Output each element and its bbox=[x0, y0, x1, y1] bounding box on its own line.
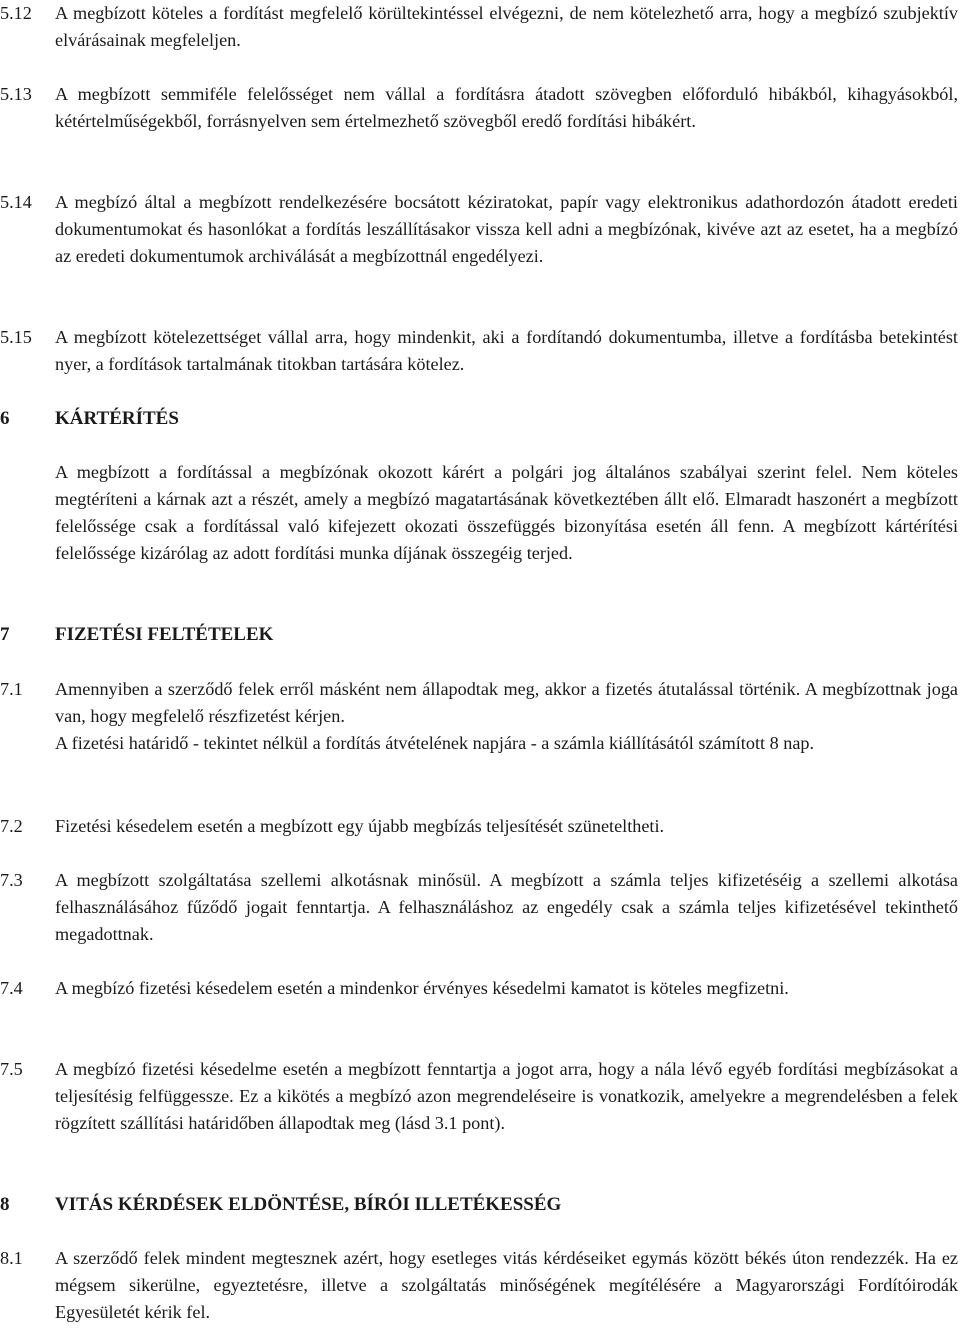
clause-8-1 bbox=[0, 1245, 958, 1326]
clause-number: 7.3 bbox=[0, 870, 23, 890]
clause-text: A megbízott kötelezettséget vállal arra, hogy mindenkit, aki a fordítandó dokumentumba, illetve a fordításba betekintést nyer, a fordítások tartalmának titokban tartására kötelez. bbox=[55, 327, 958, 374]
section-heading-8 bbox=[0, 1191, 958, 1218]
clause-5-12 bbox=[0, 0, 958, 54]
clause-number: 7.1 bbox=[0, 679, 23, 699]
clause-7-2 bbox=[0, 813, 958, 840]
section-title: KÁRTÉRÍTÉS bbox=[55, 408, 179, 429]
clause-7-3 bbox=[0, 867, 958, 948]
clause-7-4 bbox=[0, 975, 958, 1002]
clause-number: 8.1 bbox=[0, 1248, 23, 1268]
clause-number: 7.5 bbox=[0, 1059, 23, 1079]
section-heading-7 bbox=[0, 621, 958, 648]
clause-text: A megbízott szolgáltatása szellemi alkotásnak minősül. A megbízott a számla teljes kifizetéséig a szellemi alkotása felhasználásához fűződő jogait fenntartja. A felhasználáshoz az engedély csak a számla teljes kifizetésével tekinthető megadottnak. bbox=[55, 870, 958, 944]
section-number: 8 bbox=[0, 1194, 10, 1215]
clause-5-13 bbox=[0, 81, 958, 135]
clause-text: A szerződő felek mindent megtesznek azért, hogy esetleges vitás kérdéseiket egymás között békés úton rendezzék. Ha ez mégsem sikerülne, egyeztetésre, illetve a szolgáltatás minőségének megítélésére a Magyarországi Fordítóirodák Egyesületét kérik fel. bbox=[55, 1248, 958, 1322]
clause-text-continued: A fizetési határidő - tekintet nélkül a fordítás átvételének napjára - a számla kiállításától számított 8 nap. bbox=[55, 733, 815, 753]
section-title: VITÁS KÉRDÉSEK ELDÖNTÉSE, BÍRÓI ILLETÉKESSÉG bbox=[55, 1194, 562, 1215]
clause-number: 7.4 bbox=[0, 978, 23, 998]
clause-number: 7.2 bbox=[0, 816, 23, 836]
clause-text: Fizetési késedelem esetén a megbízott egy újabb megbízás teljesítését szüneteltheti. bbox=[55, 816, 665, 836]
clause-number: 5.12 bbox=[0, 3, 32, 23]
clause-text: A megbízó által a megbízott rendelkezésére bocsátott kéziratokat, papír vagy elektronikus adathordozón átadott eredeti dokumentumokat és hasonlókat a fordítás leszállításakor vissza kell adni a megbízónak, kivéve azt az esetet, ha a megbízó az eredeti dokumentumok archiválását a megbízottnál engedélyezi. bbox=[55, 192, 958, 266]
section-title: FIZETÉSI FELTÉTELEK bbox=[55, 624, 274, 645]
clause-text: A megbízott semmiféle felelősséget nem vállal a fordításra átadott szövegben előforduló hibákból, kihagyásokból, kétértelműségekből, forrásnyelven sem értelmezhető szövegből eredő fordítási hibákért. bbox=[55, 84, 958, 131]
clause-number: 5.15 bbox=[0, 327, 32, 347]
clause-5-14 bbox=[0, 189, 958, 270]
section-6-paragraph bbox=[0, 459, 958, 567]
clause-7-1 bbox=[0, 676, 958, 757]
paragraph-text: A megbízott a fordítással a megbízónak okozott kárért a polgári jog általános szabályai szerint felel. Nem köteles megtéríteni a kárnak azt a részét, amely a megbízó magatartásának következtében állt elő. Elmaradt haszonért a megbízott felelőssége csak a fordítással való kifejezett okozati összefüggés bizonyítása esetén áll fenn. A megbízott kártérítési felelőssége kizárólag az adott fordítási munka díjának összegéig terjed. bbox=[55, 462, 958, 563]
clause-5-15 bbox=[0, 324, 958, 378]
clause-text: Amennyiben a szerződő felek erről másként nem állapodtak meg, akkor a fizetés átutalással történik. A megbízottnak joga van, hogy megfelelő részfizetést kérjen. bbox=[55, 679, 958, 726]
clause-number: 5.13 bbox=[0, 84, 32, 104]
clause-7-5 bbox=[0, 1056, 958, 1137]
clause-text: A megbízott köteles a fordítást megfelelő körültekintéssel elvégezni, de nem kötelezhető arra, hogy a megbízó szubjektív elvárásainak megfeleljen. bbox=[55, 3, 958, 50]
section-heading-6 bbox=[0, 405, 958, 432]
section-number: 7 bbox=[0, 624, 10, 645]
clause-number: 5.14 bbox=[0, 192, 32, 212]
clause-text: A megbízó fizetési késedelem esetén a mindenkor érvényes késedelmi kamatot is köteles megfizetni. bbox=[55, 978, 789, 998]
clause-text: A megbízó fizetési késedelme esetén a megbízott fenntartja a jogot arra, hogy a nála lévő egyéb fordítási megbízásokat a teljesítésig felfüggessze. Ez a kikötés a megbízó azon megrendeléseire is vonatkozik, amelyekre a megrendelésben a felek rögzített szállítási határidőben állapodtak meg (lásd 3.1 pont). bbox=[55, 1059, 958, 1133]
section-number: 6 bbox=[0, 408, 10, 429]
